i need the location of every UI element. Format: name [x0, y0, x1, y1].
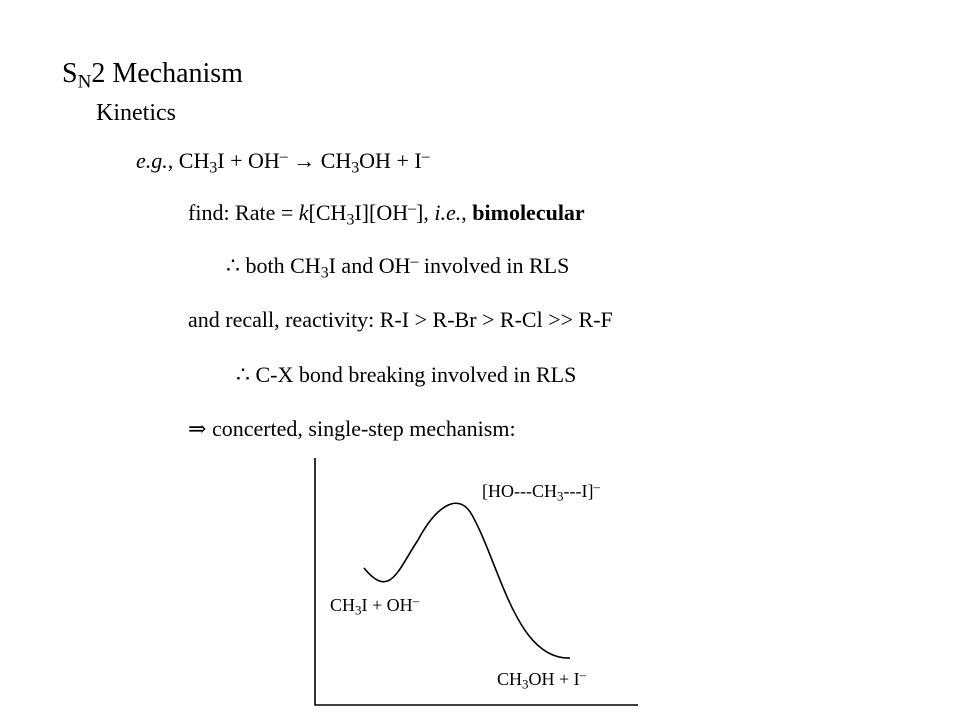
conclusion-rls-line: ∴ both $CH_3I$ and OH– involved in RLS: [226, 252, 570, 282]
slide-title: $S_N2$ Mechanism: [62, 58, 243, 93]
therefore-symbol: ∴: [226, 253, 240, 278]
energy-curve: [364, 503, 570, 658]
therefore-symbol: ∴: [236, 362, 250, 387]
reactivity-line: and recall, reactivity: R-I > R-Br > R-Cl >> R-F: [188, 307, 613, 332]
products-label: $CH_3OH + I^-$: [497, 667, 587, 692]
transition-state-label: $[HO---CH_3---I]^-$: [482, 479, 600, 504]
mechanism-conclusion-line: ⇒ concerted, single-step mechanism:: [188, 416, 516, 441]
reaction-arrow: →: [287, 148, 321, 173]
bond-breaking-line: ∴ C-X bond breaking involved in RLS: [236, 362, 577, 387]
section-heading: Kinetics: [96, 100, 176, 126]
example-reaction-line: e.g., $CH_3I + OH^- \to CH_3OH + I^-$: [136, 147, 430, 177]
rate-law-line: find: Rate = $k[CH_3I][OH^-]$, i.e., bimolecular: [188, 199, 585, 229]
implies-symbol: ⇒: [188, 416, 207, 441]
reactants-label: $CH_3I + OH^-$: [330, 593, 420, 618]
bimolecular-term: bimolecular: [472, 200, 585, 225]
